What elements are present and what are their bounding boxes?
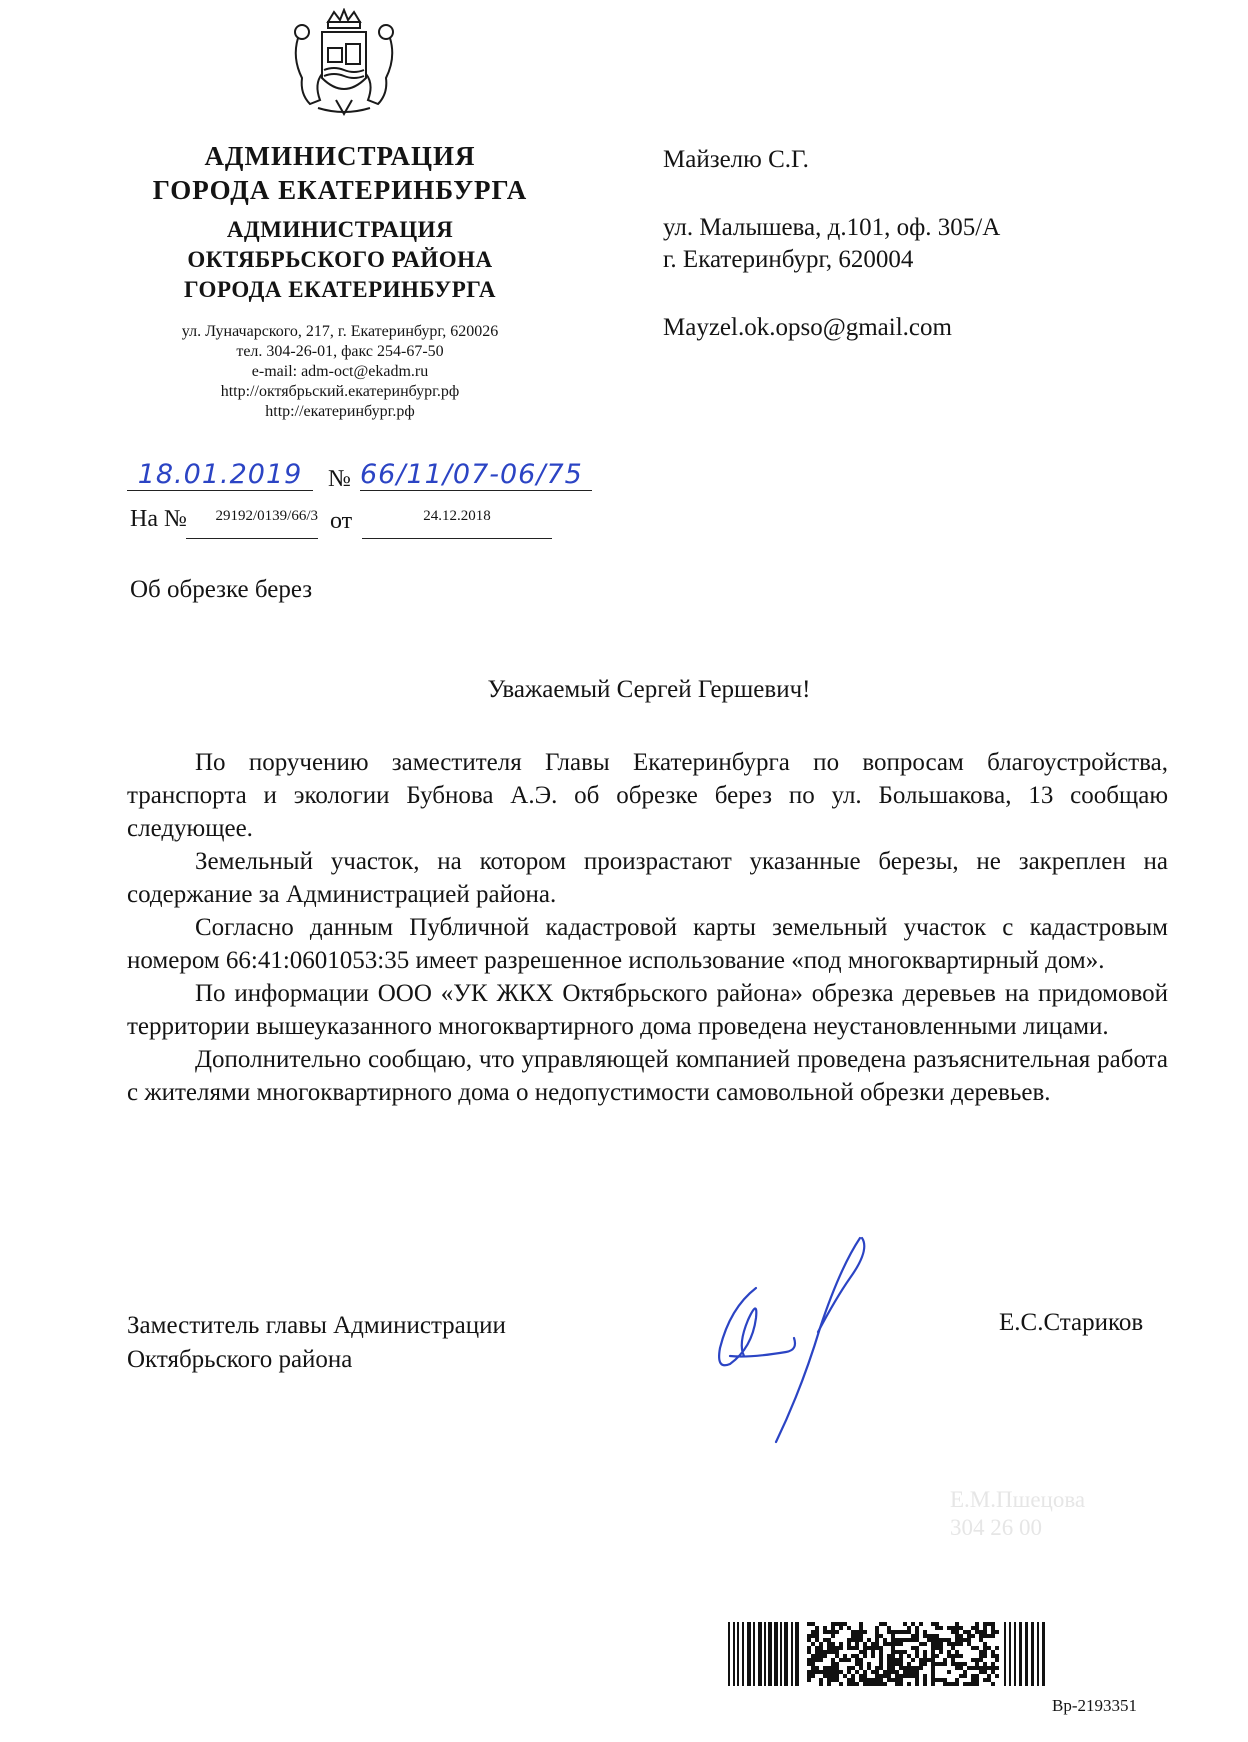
paragraph: Дополнительно сообщаю, что управляющей компанией проведена разъяснительная работа с жителями многоквартирного дома о недопустимости самовольной обрезки деревьев. bbox=[127, 1046, 1168, 1106]
org-site-2: http://екатеринбург.рф bbox=[265, 403, 415, 420]
reply-date: 24.12.2018 bbox=[362, 508, 552, 539]
coat-of-arms-icon bbox=[284, 8, 404, 120]
recipient-street: ул. Малышева, д.101, оф. 305/А bbox=[663, 214, 1001, 241]
org-address: ул. Луначарского, 217, г. Екатеринбург, 620026 bbox=[181, 323, 499, 340]
executor-phone: 304 26 00 bbox=[950, 1515, 1042, 1540]
barcode-icon bbox=[728, 1622, 1046, 1686]
paragraph: По информации ООО «УК ЖКХ Октябрьского района» обрезка деревьев на придомовой территории вышеуказанного многоквартирного дома проведена неустановленными лицами. bbox=[127, 980, 1168, 1040]
signatory-name: Е.С.Стариков bbox=[999, 1309, 1144, 1336]
reply-number: 29192/0139/66/3 bbox=[186, 508, 318, 539]
barcode-id: Вр-2193351 bbox=[1052, 1696, 1137, 1715]
paragraph: Согласно данным Публичной кадастровой карты земельный участок с кадастровым номером 66:41:0601053:35 имеет разрешенное использование «под многоквартирный дом». bbox=[127, 914, 1168, 974]
signatory-role bbox=[127, 1309, 506, 1377]
recipient-email: Mayzel.ok.opso@gmail.com bbox=[663, 314, 952, 341]
handwritten-signature-icon bbox=[690, 1228, 890, 1448]
org-title-line2: ГОРОДА ЕКАТЕРИНБУРГА bbox=[152, 175, 528, 205]
outgoing-number: 66/11/07-06/75 bbox=[360, 459, 592, 491]
suborg-title-line1: АДМИНИСТРАЦИЯ bbox=[226, 217, 454, 242]
org-phone: тел. 304-26-01, факс 254-67-50 bbox=[236, 343, 444, 360]
letter-subject: Об обрезке берез bbox=[130, 576, 313, 603]
recipient-city: г. Екатеринбург, 620004 bbox=[663, 246, 914, 273]
reply-from-label: от bbox=[330, 508, 353, 534]
letter-greeting: Уважаемый Сергей Гершевич! bbox=[487, 676, 811, 703]
org-email: e-mail: adm-oct@ekadm.ru bbox=[251, 363, 429, 380]
reply-number-label: На № bbox=[130, 506, 187, 532]
letter-body bbox=[127, 746, 1168, 1109]
org-site-1: http://октябрьский.екатеринбург.рф bbox=[220, 383, 460, 400]
outgoing-date: 18.01.2019 bbox=[127, 459, 313, 491]
executor-note bbox=[950, 1486, 1085, 1542]
outgoing-number-label: № bbox=[328, 466, 351, 492]
paragraph: Земельный участок, на котором произрастают указанные березы, не закреплен на содержание за Администрацией района. bbox=[127, 848, 1168, 908]
suborg-title-line2: ОКТЯБРЬСКОГО РАЙОНА bbox=[187, 247, 493, 272]
signatory-role-line1: Заместитель главы Администрации bbox=[127, 1312, 506, 1339]
executor-name: Е.М.Пшецова bbox=[950, 1487, 1086, 1512]
org-title-line1: АДМИНИСТРАЦИЯ bbox=[204, 141, 476, 171]
recipient-name: Майзелю С.Г. bbox=[663, 146, 809, 173]
signatory-role-line2: Октябрьского района bbox=[127, 1346, 353, 1373]
suborg-title-line3: ГОРОДА ЕКАТЕРИНБУРГА bbox=[184, 277, 496, 302]
org-contacts bbox=[130, 322, 550, 422]
paragraph: По поручению заместителя Главы Екатеринбурга по вопросам благоустройства, транспорта и экологии Бубнова А.Э. об обрезке берез по ул. Большакова, 13 сообщаю следующее. bbox=[127, 749, 1168, 842]
